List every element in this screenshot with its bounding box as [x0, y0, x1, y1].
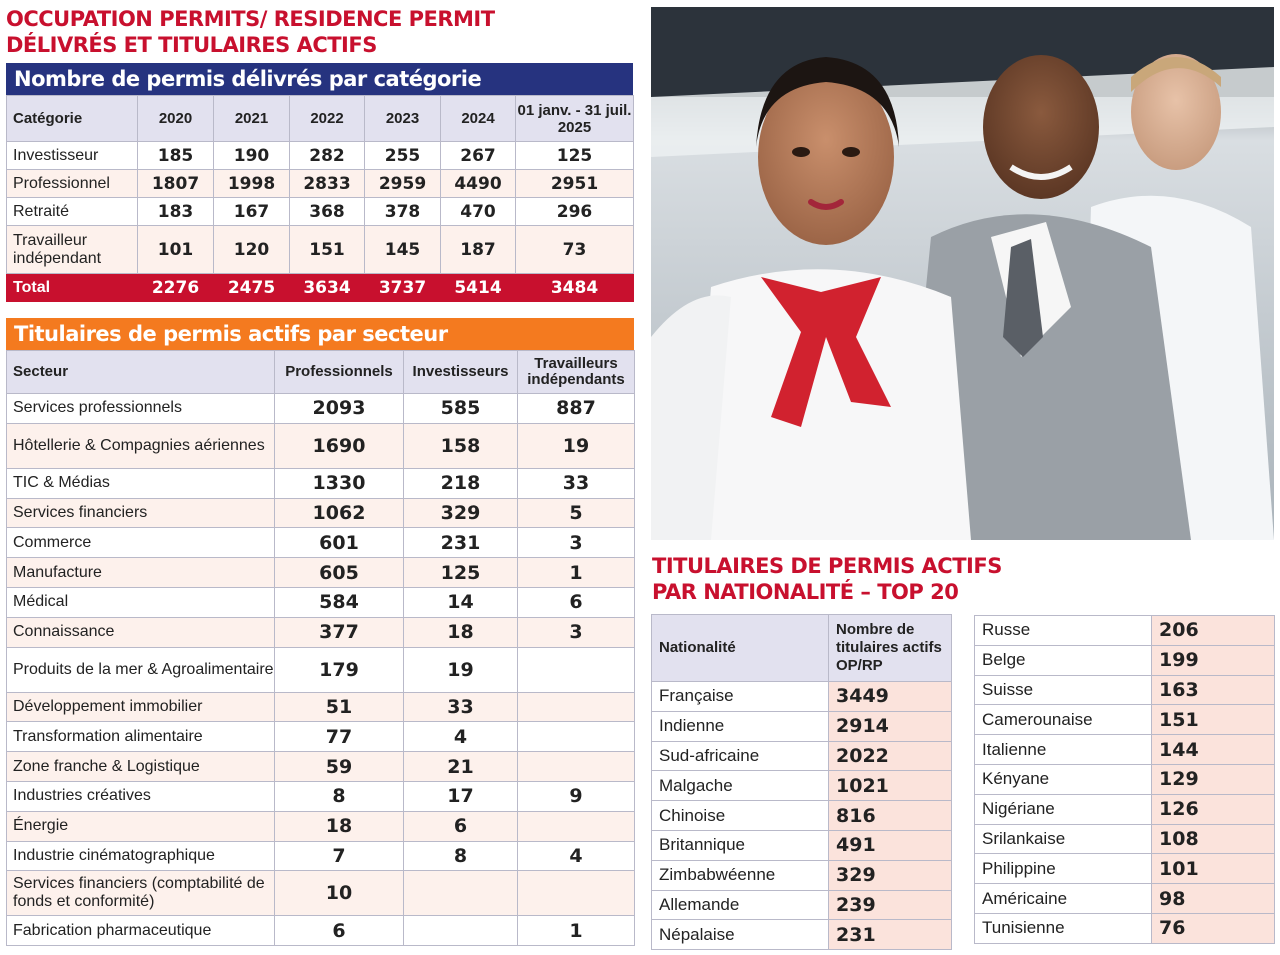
table-row: [7, 587, 635, 617]
cell-value: 125: [404, 558, 518, 588]
cell-value: [518, 692, 635, 722]
table-row: [7, 498, 635, 528]
table-row: [652, 890, 952, 920]
cell-value: 584: [275, 587, 404, 617]
row-label: Commerce: [7, 528, 275, 558]
nationality-name: Srilankaise: [975, 824, 1152, 854]
cell-value: 2959: [365, 170, 441, 198]
cell-value: 6: [275, 916, 404, 946]
table-row: [652, 801, 952, 831]
row-label: Médical: [7, 587, 275, 617]
table-row: [652, 711, 952, 741]
nationality-name: Camerounaise: [975, 705, 1152, 735]
permits-by-category-table: [6, 95, 634, 302]
nationality-name: Suisse: [975, 675, 1152, 705]
table-header-row: [7, 351, 635, 394]
nationality-table-left: [651, 614, 952, 950]
cell-value: 3634: [290, 274, 365, 302]
column-header: Investisseurs: [404, 351, 518, 394]
cell-value: 59: [275, 752, 404, 782]
row-label: Manufacture: [7, 558, 275, 588]
cell-value: 19: [404, 647, 518, 692]
people-illustration: [651, 7, 1274, 540]
table-row: [652, 830, 952, 860]
nationality-count: 126: [1152, 794, 1275, 824]
cell-value: 33: [404, 692, 518, 722]
nationality-count: 816: [829, 801, 952, 831]
nationality-count: 3449: [829, 682, 952, 712]
cell-value: 3: [518, 528, 635, 558]
nationality-name: Malgache: [652, 771, 829, 801]
table-row: [7, 423, 635, 468]
cell-value: 601: [275, 528, 404, 558]
table-row: [975, 675, 1275, 705]
table-row: [7, 752, 635, 782]
cell-value: 4: [404, 722, 518, 752]
nationality-count: 2914: [829, 711, 952, 741]
nationality-count: 491: [829, 830, 952, 860]
column-header: 2024: [441, 96, 516, 142]
cell-value: 5414: [441, 274, 516, 302]
cell-value: 4490: [441, 170, 516, 198]
cell-value: 605: [275, 558, 404, 588]
table-row: [975, 913, 1275, 943]
cell-value: 2475: [214, 274, 290, 302]
nationality-count: 144: [1152, 735, 1275, 765]
row-label: TIC & Médias: [7, 468, 275, 498]
row-label: Produits de la mer & Agroalimentaire: [7, 647, 275, 692]
cell-value: [404, 871, 518, 916]
column-header: Nationalité: [652, 615, 829, 682]
nationality-title: [652, 553, 1272, 605]
page-title: [6, 6, 636, 58]
total-row: [7, 274, 634, 302]
cell-value: 19: [518, 423, 635, 468]
cell-value: 1330: [275, 468, 404, 498]
nationality-count: 206: [1152, 616, 1275, 646]
row-label: Développement immobilier: [7, 692, 275, 722]
column-header: Secteur: [7, 351, 275, 394]
nationality-count: 329: [829, 860, 952, 890]
column-header: 2022: [290, 96, 365, 142]
cell-value: 17: [404, 781, 518, 811]
cell-value: 18: [275, 811, 404, 841]
cell-value: 218: [404, 468, 518, 498]
table-row: [975, 764, 1275, 794]
nationality-name: Française: [652, 682, 829, 712]
nationality-count: 98: [1152, 884, 1275, 914]
row-label: Services financiers: [7, 498, 275, 528]
table-row: [7, 722, 635, 752]
cell-value: 8: [275, 781, 404, 811]
nationality-name: Indienne: [652, 711, 829, 741]
cell-value: 187: [441, 226, 516, 274]
table-row: [7, 468, 635, 498]
cell-value: 158: [404, 423, 518, 468]
nationality-name: Nigériane: [975, 794, 1152, 824]
row-label: Industries créatives: [7, 781, 275, 811]
cell-value: 2951: [516, 170, 634, 198]
page-title-line2: DÉLIVRÉS ET TITULAIRES ACTIFS: [6, 33, 377, 57]
cell-value: 101: [138, 226, 214, 274]
cell-value: 167: [214, 198, 290, 226]
cell-value: 1: [518, 916, 635, 946]
table-row: [975, 616, 1275, 646]
photo-professionals: [651, 7, 1274, 540]
row-label: Services professionnels: [7, 394, 275, 424]
cell-value: 282: [290, 142, 365, 170]
cell-value: [518, 722, 635, 752]
nationality-count: 151: [1152, 705, 1275, 735]
table-row: [7, 558, 635, 588]
row-label: Énergie: [7, 811, 275, 841]
nationality-name: Américaine: [975, 884, 1152, 914]
cell-value: 21: [404, 752, 518, 782]
cell-value: 3737: [365, 274, 441, 302]
table-row: [7, 198, 634, 226]
table-row: [7, 916, 635, 946]
cell-value: 378: [365, 198, 441, 226]
nationality-count: 108: [1152, 824, 1275, 854]
cell-value: 1998: [214, 170, 290, 198]
cell-value: 33: [518, 468, 635, 498]
cell-value: 585: [404, 394, 518, 424]
cell-value: 77: [275, 722, 404, 752]
nationality-count: 199: [1152, 645, 1275, 675]
cell-value: [518, 752, 635, 782]
row-label: Retraité: [7, 198, 138, 226]
cell-value: [404, 916, 518, 946]
column-header: Professionnels: [275, 351, 404, 394]
cell-value: 7: [275, 841, 404, 871]
table-row: [975, 645, 1275, 675]
table-row: [7, 692, 635, 722]
nationality-name: Zimbabwéenne: [652, 860, 829, 890]
table-header-row: [7, 96, 634, 142]
nationality-table-right: [974, 615, 1275, 944]
row-label: Transformation alimentaire: [7, 722, 275, 752]
table-row: [7, 142, 634, 170]
cell-value: 267: [441, 142, 516, 170]
cell-value: 6: [404, 811, 518, 841]
cell-value: 255: [365, 142, 441, 170]
row-label: Connaissance: [7, 617, 275, 647]
table-row: [652, 682, 952, 712]
nationality-name: Kényane: [975, 764, 1152, 794]
cell-value: 2276: [138, 274, 214, 302]
column-header: Catégorie: [7, 96, 138, 142]
cell-value: [518, 871, 635, 916]
table-row: [975, 794, 1275, 824]
cell-value: 377: [275, 617, 404, 647]
cell-value: 231: [404, 528, 518, 558]
cell-value: 2833: [290, 170, 365, 198]
table-row: [652, 771, 952, 801]
table-row: [7, 647, 635, 692]
cell-value: 183: [138, 198, 214, 226]
nationality-name: Népalaise: [652, 920, 829, 950]
table-row: [7, 394, 635, 424]
table-row: [975, 884, 1275, 914]
row-label: Zone franche & Logistique: [7, 752, 275, 782]
nationality-count: 2022: [829, 741, 952, 771]
table2-title: Titulaires de permis actifs par secteur: [6, 318, 634, 350]
cell-value: 296: [516, 198, 634, 226]
row-label: Services financiers (comptabilité de fonds et conformité): [7, 871, 275, 916]
nationality-name: Allemande: [652, 890, 829, 920]
table-row: [975, 705, 1275, 735]
cell-value: 2093: [275, 394, 404, 424]
table-row: [7, 841, 635, 871]
table-row: [652, 741, 952, 771]
nationality-count: 1021: [829, 771, 952, 801]
cell-value: 6: [518, 587, 635, 617]
cell-value: 179: [275, 647, 404, 692]
cell-value: 368: [290, 198, 365, 226]
cell-value: 9: [518, 781, 635, 811]
cell-value: 10: [275, 871, 404, 916]
cell-value: 51: [275, 692, 404, 722]
nationality-name: Tunisienne: [975, 913, 1152, 943]
row-label: Total: [7, 274, 138, 302]
cell-value: 1062: [275, 498, 404, 528]
nationality-count: 76: [1152, 913, 1275, 943]
table-row: [7, 528, 635, 558]
cell-value: 125: [516, 142, 634, 170]
nationality-name: Sud-africaine: [652, 741, 829, 771]
cell-value: 1: [518, 558, 635, 588]
nationality-count: 163: [1152, 675, 1275, 705]
table-row: [975, 854, 1275, 884]
cell-value: 190: [214, 142, 290, 170]
column-header: 2023: [365, 96, 441, 142]
nationality-name: Russe: [975, 616, 1152, 646]
cell-value: 329: [404, 498, 518, 528]
cell-value: 151: [290, 226, 365, 274]
cell-value: 73: [516, 226, 634, 274]
table-row: [975, 735, 1275, 765]
nationality-name: Belge: [975, 645, 1152, 675]
nationality-count: 239: [829, 890, 952, 920]
cell-value: 185: [138, 142, 214, 170]
nationality-name: Britannique: [652, 830, 829, 860]
column-header: 2021: [214, 96, 290, 142]
nationality-title-line2: PAR NATIONALITÉ – TOP 20: [652, 580, 959, 604]
permits-by-sector-table: [6, 350, 635, 946]
row-label: Professionnel: [7, 170, 138, 198]
table-row: [652, 860, 952, 890]
cell-value: 145: [365, 226, 441, 274]
row-label: Industrie cinématographique: [7, 841, 275, 871]
table-row: [7, 811, 635, 841]
row-label: Fabrication pharmaceutique: [7, 916, 275, 946]
nationality-count: 129: [1152, 764, 1275, 794]
table-row: [652, 920, 952, 950]
cell-value: 120: [214, 226, 290, 274]
cell-value: 1807: [138, 170, 214, 198]
cell-value: 470: [441, 198, 516, 226]
cell-value: [518, 647, 635, 692]
column-header: Nombre de titulaires actifs OP/RP: [829, 615, 952, 682]
column-header: 2020: [138, 96, 214, 142]
cell-value: 3: [518, 617, 635, 647]
cell-value: [518, 811, 635, 841]
table-row: [7, 781, 635, 811]
cell-value: 1690: [275, 423, 404, 468]
row-label: Travailleur indépendant: [7, 226, 138, 274]
cell-value: 887: [518, 394, 635, 424]
nationality-count: 101: [1152, 854, 1275, 884]
cell-value: 14: [404, 587, 518, 617]
nationality-name: Philippine: [975, 854, 1152, 884]
page-title-line1: OCCUPATION PERMITS/ RESIDENCE PERMIT: [6, 7, 495, 31]
nationality-count: 231: [829, 920, 952, 950]
table-row: [7, 226, 634, 274]
table-row: [7, 871, 635, 916]
cell-value: 8: [404, 841, 518, 871]
cell-value: 4: [518, 841, 635, 871]
nationality-title-line1: TITULAIRES DE PERMIS ACTIFS: [652, 554, 1002, 578]
nationality-name: Italienne: [975, 735, 1152, 765]
table1-title: Nombre de permis délivrés par catégorie: [6, 63, 633, 95]
table-row: [7, 170, 634, 198]
nationality-name: Chinoise: [652, 801, 829, 831]
table-header-row: [652, 615, 952, 682]
row-label: Hôtellerie & Compagnies aériennes: [7, 423, 275, 468]
cell-value: 3484: [516, 274, 634, 302]
column-header: 01 janv. - 31 juil. 2025: [516, 96, 634, 142]
row-label: Investisseur: [7, 142, 138, 170]
column-header: Travailleurs indépendants: [518, 351, 635, 394]
cell-value: 18: [404, 617, 518, 647]
cell-value: 5: [518, 498, 635, 528]
table-row: [975, 824, 1275, 854]
table-row: [7, 617, 635, 647]
